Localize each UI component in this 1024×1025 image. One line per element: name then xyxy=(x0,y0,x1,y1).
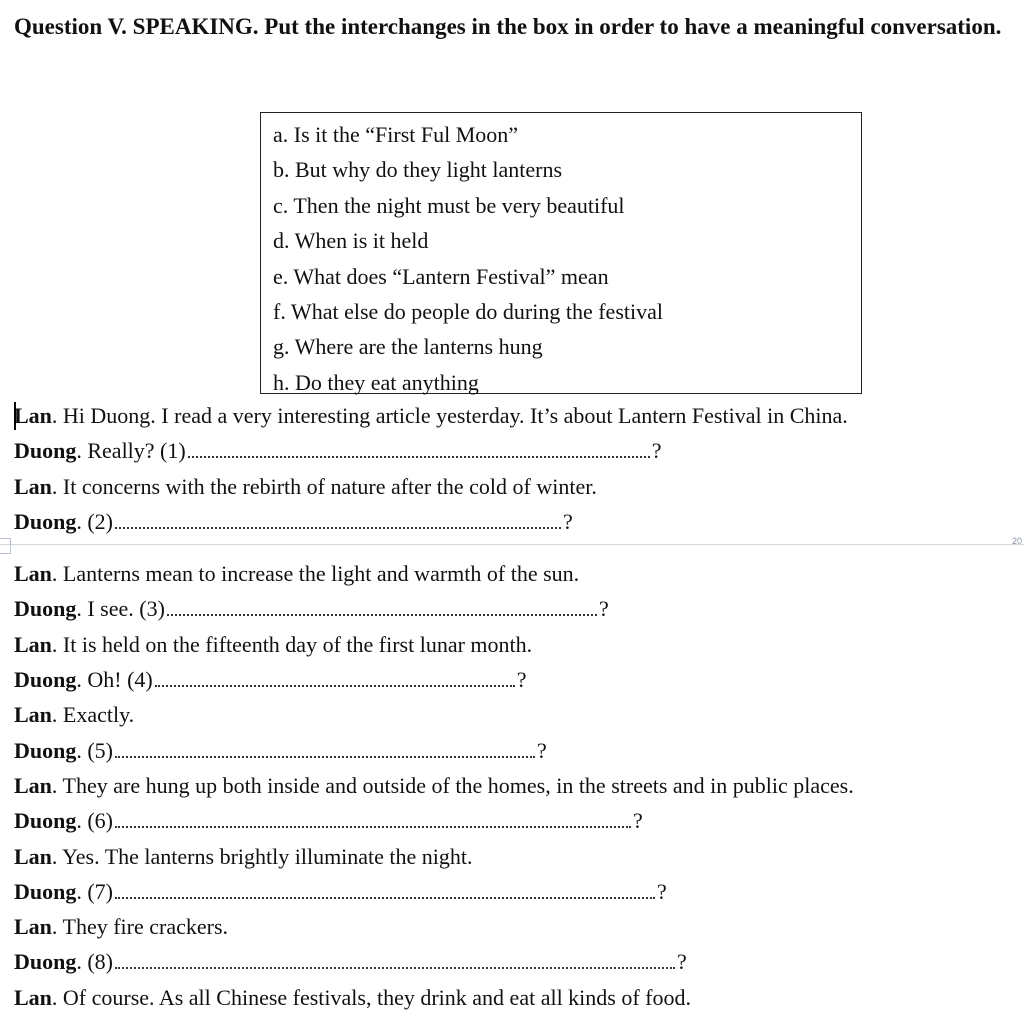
dialogue-line-blank xyxy=(14,733,1018,768)
dialogue-text: . (5) xyxy=(76,737,114,763)
answer-blank-4[interactable] xyxy=(155,681,515,687)
box-item-d: d. When is it held xyxy=(273,228,429,254)
dialogue-line-blank xyxy=(14,591,1018,626)
dialogue-line xyxy=(14,980,1018,1015)
dialogue-line xyxy=(14,469,1018,504)
answer-blank-5[interactable] xyxy=(115,752,535,758)
dialogue-text: . Exactly. xyxy=(51,702,135,728)
speaker-name: Duong xyxy=(14,667,77,693)
box-item-e: e. What does “Lantern Festival” mean xyxy=(273,263,609,289)
dialogue-text: . It is held on the fifteenth day of the first lunar month. xyxy=(51,631,533,657)
dialogue-text: . Hi Duong. I read a very interesting article yesterday. It’s about Lantern Festival in China. xyxy=(51,403,848,428)
box-item-b: b. But why do they light lanterns xyxy=(273,157,563,183)
speaker-name: Lan xyxy=(14,914,52,940)
dialogue-text: . They are hung up both inside and outside of the homes, in the streets and in public places. xyxy=(51,772,854,798)
speaker-name: Lan xyxy=(14,473,52,499)
speaker-name: Lan xyxy=(14,631,52,657)
question-heading: Question V. SPEAKING. Put the interchanges in the box in order to have a meaningful conversation. xyxy=(14,14,1002,39)
dialogue-text: . Of course. As all Chinese festivals, they drink and eat all kinds of food. xyxy=(51,984,692,1010)
speaker-name: Lan xyxy=(14,702,52,728)
page-number: 20 xyxy=(1011,536,1022,546)
dialogue-line-blank xyxy=(14,874,1018,909)
speaker-name: Lan xyxy=(14,843,52,869)
answer-blank-1[interactable] xyxy=(188,452,650,458)
speaker-name: Duong xyxy=(14,878,77,904)
dialogue-line xyxy=(14,768,1018,803)
speaker-name: Lan xyxy=(14,561,52,587)
box-item-c: c. Then the night must be very beautiful xyxy=(273,192,625,218)
dialogue-line xyxy=(14,627,1018,662)
speaker-name: Lan xyxy=(14,403,52,428)
dialogue-text: . I see. (3) xyxy=(76,596,165,622)
question-mark: ? xyxy=(651,438,662,464)
dialogue-text: . It concerns with the rebirth of nature after the cold of winter. xyxy=(51,473,597,499)
dialogue-line-blank xyxy=(14,433,1018,468)
question-mark: ? xyxy=(598,596,609,622)
dialogue-line xyxy=(14,697,1018,732)
speaker-name: Duong xyxy=(14,508,77,534)
question-mark: ? xyxy=(677,949,687,975)
dialogue-text: . Really? (1) xyxy=(76,438,186,464)
speaker-name: Duong xyxy=(14,949,77,975)
dialogue-text: . (7) xyxy=(76,878,114,904)
page-break-line xyxy=(0,544,1024,545)
answer-blank-3[interactable] xyxy=(167,610,597,616)
dialogue-text: . (2) xyxy=(76,508,114,534)
speaker-name: Duong xyxy=(14,438,77,464)
speaker-name: Duong xyxy=(14,596,77,622)
box-item-a: a. Is it the “First Ful Moon” xyxy=(273,122,519,147)
dialogue-line xyxy=(14,556,1018,591)
conversation xyxy=(14,398,1018,1015)
box-item-h: h. Do they eat anything xyxy=(273,369,479,395)
page-margin-marker xyxy=(0,538,11,554)
box-item-f: f. What else do people do during the festival xyxy=(273,298,663,324)
speaker-name: Lan xyxy=(14,984,52,1010)
speaker-name: Lan xyxy=(14,772,52,798)
answer-blank-8[interactable] xyxy=(115,963,675,969)
question-mark: ? xyxy=(563,508,573,534)
question-mark: ? xyxy=(537,737,547,763)
dialogue-line xyxy=(14,398,1018,433)
dialogue-text: . Yes. The lanterns brightly illuminate the night. xyxy=(51,843,473,869)
box-item-g: g. Where are the lanterns hung xyxy=(273,334,543,360)
dialogue-text: . Lanterns mean to increase the light and warmth of the sun. xyxy=(51,561,580,587)
dialogue-line-blank xyxy=(14,504,1018,539)
dialogue-text: . (6) xyxy=(76,808,114,834)
dialogue-line-blank xyxy=(14,944,1018,979)
speaker-name: Duong xyxy=(14,808,77,834)
question-mark: ? xyxy=(657,878,667,904)
interchanges-box xyxy=(260,112,862,394)
question-mark: ? xyxy=(633,808,643,834)
answer-blank-6[interactable] xyxy=(115,822,631,828)
speaker-name: Duong xyxy=(14,737,77,763)
dialogue-text: . Oh! (4) xyxy=(76,667,153,693)
dialogue-line-blank xyxy=(14,662,1018,697)
dialogue-line-blank xyxy=(14,803,1018,838)
dialogue-line xyxy=(14,839,1018,874)
dialogue-line xyxy=(14,909,1018,944)
question-mark: ? xyxy=(516,667,527,693)
answer-blank-2[interactable] xyxy=(115,523,561,529)
dialogue-text: . They fire crackers. xyxy=(51,914,229,940)
dialogue-text: . (8) xyxy=(76,949,114,975)
answer-blank-7[interactable] xyxy=(115,893,655,899)
